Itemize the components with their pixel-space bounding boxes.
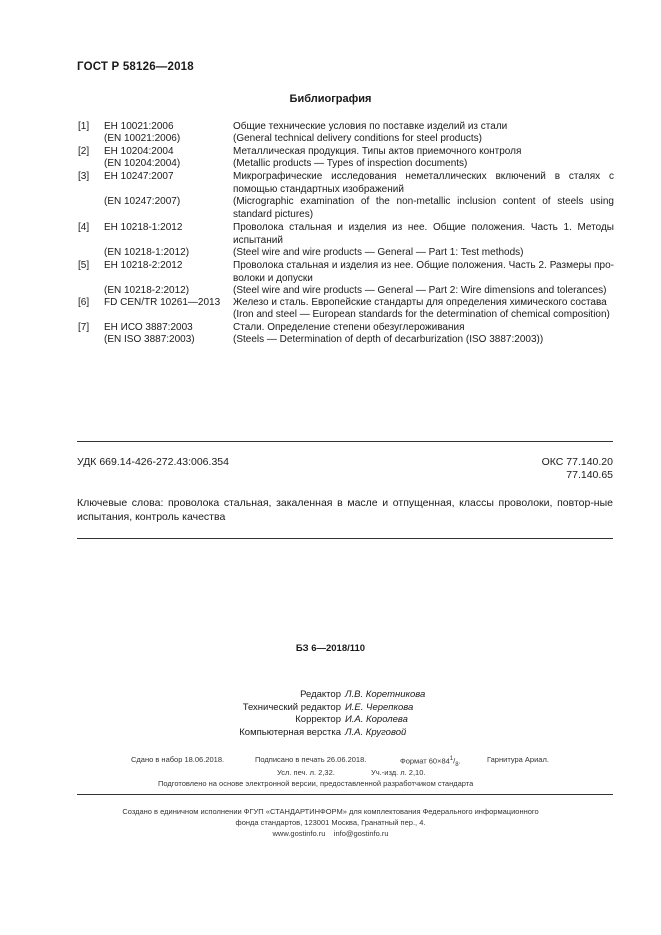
- bib-entry-2-title-en: (Metallic products — Types of inspection documents): [233, 158, 468, 169]
- imprint-typeface: Гарнитура Ариал.: [487, 755, 549, 764]
- bz-number: БЗ 6—2018/110: [295, 643, 366, 654]
- staff-role-editor: Редактор: [300, 689, 341, 700]
- oks-code-1: ОКС 77.140.20: [541, 456, 613, 468]
- staff-role-corrector: Корректор: [295, 714, 341, 725]
- udk-code: УДК 669.14-426-272.43:006.354: [77, 456, 229, 468]
- bib-entry-7-title-en: (Steels — Determination of depth of decarburization (ISO 3887:2003)): [233, 334, 544, 345]
- bib-entry-5-title-en: (Steel wire and wire products — General — Part 2: Wire dimensions and tolerances): [233, 285, 607, 296]
- bib-entry-1-num: [1]: [78, 121, 90, 132]
- imprint-signed: Подписано в печать 26.06.2018.: [255, 755, 367, 764]
- bib-entry-7-title-ru: Стали. Определение степени обезуглероживания: [233, 322, 465, 333]
- staff-name-editor: Л.В. Коретникова: [345, 689, 426, 700]
- bib-entry-6-code: FD CEN/TR 10261—2013: [104, 297, 221, 308]
- bib-entry-5-code-en: (EN 10218-2:2012): [104, 285, 190, 296]
- bib-entry-4-title-en: (Steel wire and wire products — General — Part 1: Test methods): [233, 247, 524, 258]
- bib-entry-6-title-en: (Iron and steel — European standards for the determination of chemical composition): [233, 309, 610, 320]
- oks-codes: [542, 456, 613, 481]
- bib-entry-7-num: [7]: [78, 322, 90, 333]
- bib-entry-4-num: [4]: [78, 222, 90, 233]
- divider-top: [77, 441, 613, 442]
- staff-name-tech-editor: И.Е. Черепкова: [345, 701, 414, 713]
- divider-bottom: [77, 538, 613, 539]
- keywords: Ключевые слова: проволока стальная, закаленная в масле и отпущенная, классы проволоки, повтор-ные испытания, контроль качества: [77, 497, 613, 523]
- imprint-print-sheets: Усл. печ. л. 2,32.: [277, 768, 335, 777]
- staff-names: [345, 689, 485, 739]
- bib-entry-3-code-en: (EN 10247:2007): [104, 196, 181, 207]
- oks-code-2: 77.140.65: [566, 468, 613, 481]
- bibliography-title: Библиография: [289, 93, 372, 105]
- staff-name-corrector: И.А. Королева: [345, 714, 408, 725]
- bib-entry-2-title-ru: Металлическая продукция. Типы актов приемочного контроля: [233, 146, 522, 157]
- imprint-pub-sheets: Уч.-изд. л. 2,10.: [371, 768, 426, 777]
- bib-entry-2-code-en: (EN 10204:2004): [104, 158, 181, 169]
- bib-entry-5-title-ru: Проволока стальная и изделия из нее. Общие положения. Часть 2. Размеры про-волоки и допуски: [233, 260, 614, 284]
- bib-entry-2-code: ЕН 10204:2004: [104, 146, 174, 157]
- divider-footer: [77, 794, 613, 795]
- staff-role-layout: Компьютерная верстка: [239, 726, 341, 738]
- bib-entry-5-num: [5]: [78, 260, 90, 271]
- bib-entry-6-num: [6]: [78, 297, 90, 308]
- bib-entry-1-title-ru: Общие технические условия по поставке изделий из стали: [233, 121, 508, 132]
- imprint-format-den: 8: [455, 762, 459, 768]
- bib-entry-2-num: [2]: [78, 146, 90, 157]
- bib-entry-3-code: ЕН 10247:2007: [104, 171, 174, 182]
- imprint-format-label: Формат 60×84: [400, 756, 450, 766]
- bib-entry-3-title-ru: Микрографические исследования неметаллических включений в сталях с помощью стандартных изображений: [233, 171, 614, 195]
- bib-entry-4-title-ru: Проволока стальная и изделия из нее. Общие положения. Часть 1. Методы испытаний: [233, 222, 614, 246]
- bib-entry-6-title-ru: Железо и сталь. Европейские стандарты для определения химического состава: [233, 297, 607, 308]
- imprint-format: Формат $60\times 84^1/_8$.: [400, 756, 461, 768]
- staff-role-tech-editor: Технический редактор: [242, 701, 341, 713]
- bib-entry-1-code: ЕН 10021:2006: [104, 121, 174, 132]
- bib-entry-4-code-en: (EN 10218-1:2012): [104, 247, 190, 258]
- imprint-format-num: 1: [449, 756, 454, 762]
- imprint-sent: Сдано в набор 18.06.2018.: [131, 755, 225, 764]
- staff-name-layout: Л.А. Круговой: [345, 726, 407, 738]
- footer-website-link[interactable]: www.gostinfo.ru: [272, 829, 326, 838]
- bib-entry-7-code-en: (EN ISO 3887:2003): [104, 334, 195, 345]
- standard-id: ГОСТ Р 58126—2018: [77, 61, 194, 73]
- footer-contacts: [0, 828, 661, 839]
- bib-entry-1-code-en: (EN 10021:2006): [104, 133, 181, 144]
- footer-line-1: Создано в единичном исполнении ФГУП «СТАНДАРТИНФОРМ» для комплектования Федерального информационного: [122, 807, 539, 816]
- imprint-prepared: Подготовлено на основе электронной версии, предоставленной разработчиком стандарта: [158, 779, 474, 788]
- footer-email-link[interactable]: info@gostinfo.ru: [333, 829, 389, 838]
- bib-entry-3-title-en: (Micrographic examination of the non-metallic inclusion content of steels using standard pictures): [233, 196, 614, 220]
- bib-entry-4-code: ЕН 10218-1:2012: [104, 222, 183, 233]
- bib-entry-7-code: ЕН ИСО 3887:2003: [104, 322, 193, 333]
- bib-entry-3-num: [3]: [78, 171, 90, 182]
- staff-roles: [200, 689, 341, 739]
- bib-entry-5-code: ЕН 10218-2:2012: [104, 260, 183, 271]
- bib-entry-1-title-en: (General technical delivery conditions for steel products): [233, 133, 483, 144]
- footer-line-2: фонда стандартов, 123001 Москва, Гранатный пер., 4.: [235, 818, 426, 827]
